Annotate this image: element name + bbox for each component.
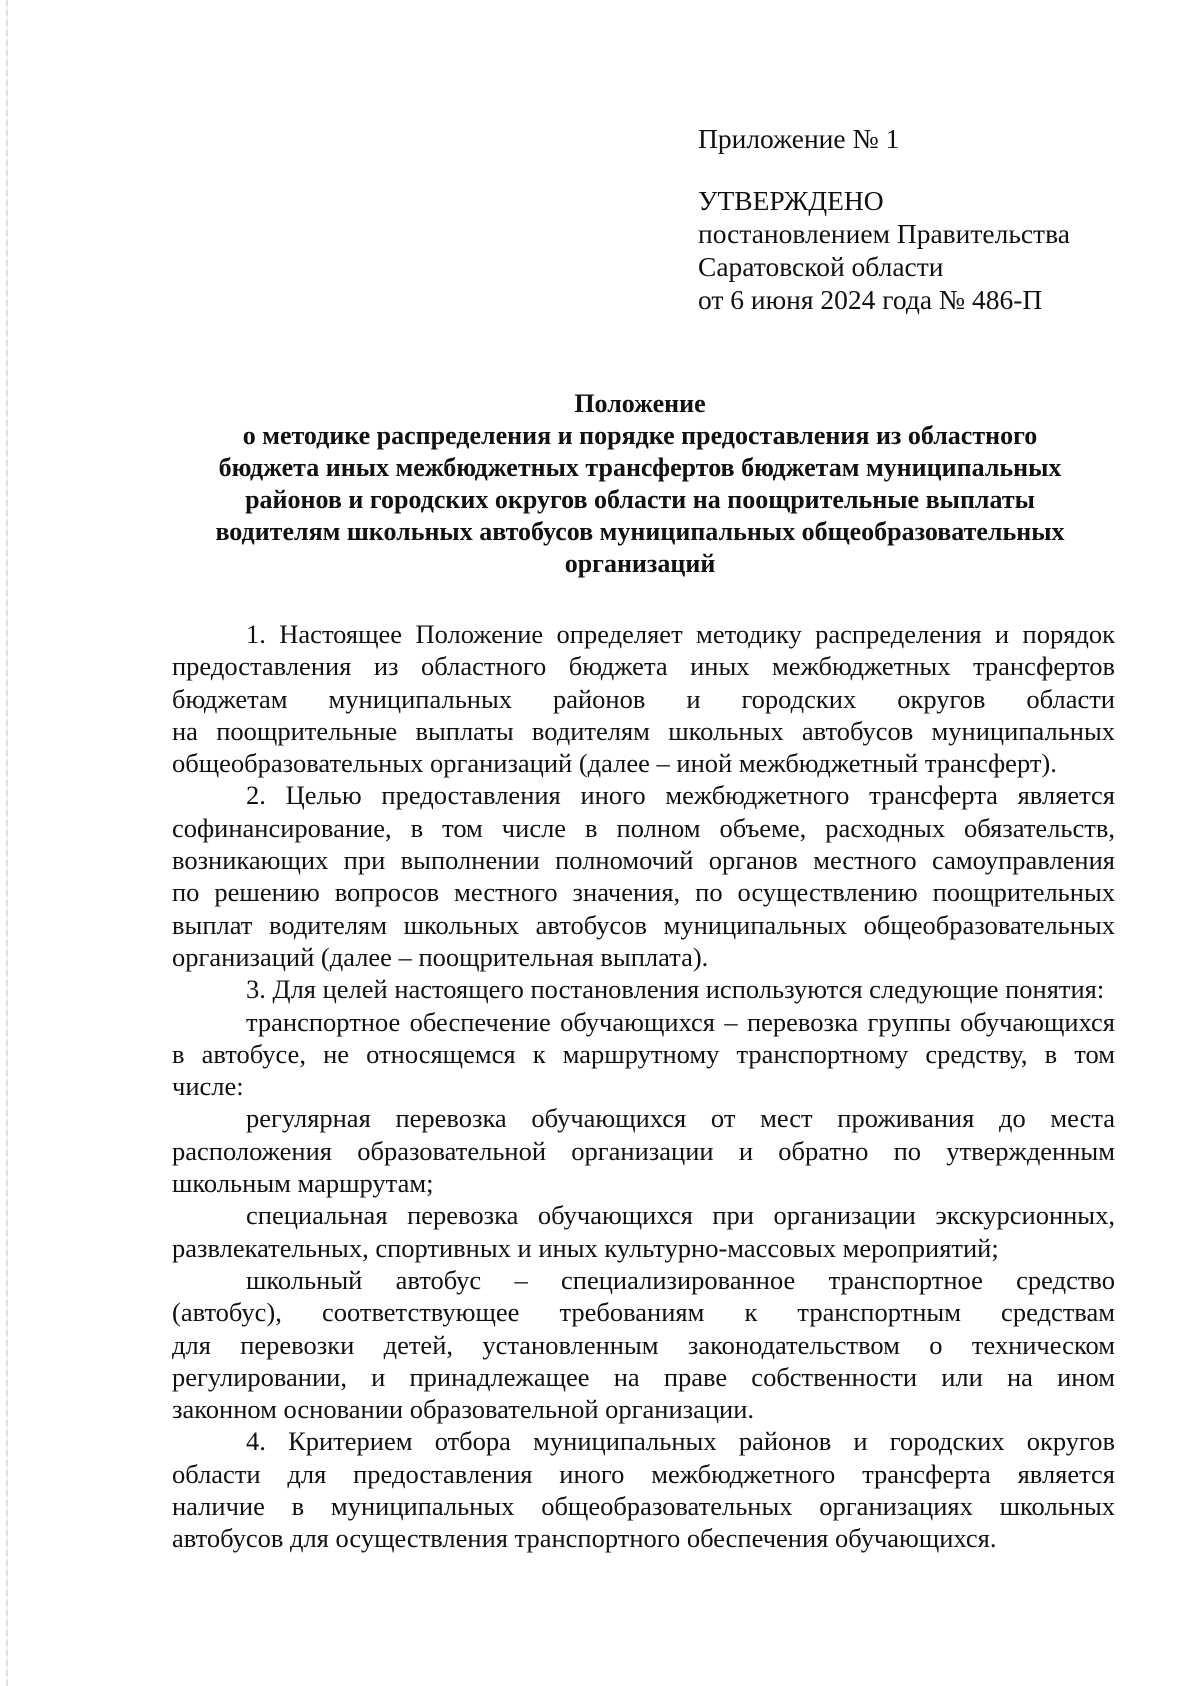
document-title: [172, 388, 1108, 580]
scan-edge-artifact: [6, 0, 8, 1686]
body-line: 1. Настоящее Положение определяет методику распределения и порядок: [246, 619, 1115, 649]
body-line: области для предоставления иного межбюджетного трансферта является: [172, 1458, 1115, 1489]
body-line: регулярная перевозка обучающихся от мест проживания до места: [246, 1103, 1115, 1134]
body-line: школьный автобус – специализированное транспортное средство: [246, 1264, 1115, 1295]
approval-gap: [698, 155, 1158, 184]
body-line: 2. Целью предоставления иного межбюджетного трансферта является: [246, 780, 1115, 811]
decree-date-line: от 6 июня 2024 года № 486-П: [698, 284, 1043, 315]
body-line: регулировании, и принадлежащее на праве собственности или на ином: [172, 1361, 1115, 1392]
body-line: предоставления из областного бюджета иных межбюджетных трансфертов: [172, 651, 1115, 682]
body-line: наличие в муниципальных общеобразовательных организациях школьных: [172, 1491, 1115, 1522]
title-line: бюджета иных межбюджетных трансфертов бюджетам муниципальных: [218, 453, 1062, 482]
title-line: районов и городских округов области на поощрительные выплаты: [245, 485, 1035, 514]
body-line: в автобусе, не относящемся к маршрутному транспортному средству, в том: [172, 1038, 1115, 1069]
appendix-label: Приложение № 1: [698, 123, 900, 154]
title-line: Положение: [574, 389, 706, 418]
document-body: [172, 618, 1115, 1555]
body-line: софинансирование, в том числе в полном объеме, расходных обязательств,: [172, 812, 1115, 843]
body-line: на поощрительные выплаты водителям школьных автобусов муниципальных: [172, 715, 1115, 746]
body-line: автобусов для осуществления транспортного обеспечения обучающихся.: [172, 1523, 997, 1554]
body-line: школьным маршрутам;: [172, 1168, 434, 1199]
title-line: организаций: [564, 549, 716, 578]
body-line: организаций (далее – поощрительная выплата).: [172, 941, 709, 972]
body-line: числе:: [172, 1071, 244, 1102]
body-line: развлекательных, спортивных и иных культурно-массовых мероприятий;: [172, 1232, 999, 1263]
body-line: расположения образовательной организации и обратно по утвержденным: [172, 1135, 1115, 1166]
body-line: по решению вопросов местного значения, по осуществлению поощрительных: [172, 877, 1115, 908]
body-line: бюджетам муниципальных районов и городских округов области: [172, 683, 1115, 714]
title-line: водителям школьных автобусов муниципальных общеобразовательных: [215, 517, 1065, 546]
decree-line: постановлением Правительства: [698, 218, 1070, 249]
body-line: законном основании образовательной организации.: [172, 1394, 755, 1425]
decree-line: Саратовской области: [698, 251, 944, 282]
body-line: 4. Критерием отбора муниципальных районов и городских округов: [246, 1426, 1115, 1457]
body-line: для перевозки детей, установленным законодательством о техническом: [172, 1329, 1115, 1360]
approval-block: [698, 122, 1158, 316]
body-line: специальная перевозка обучающихся при организации экскурсионных,: [246, 1200, 1115, 1231]
body-line: 3. Для целей настоящего постановления используются следующие понятия:: [246, 974, 1105, 1005]
body-line: выплат водителям школьных автобусов муниципальных общеобразовательных: [172, 909, 1115, 940]
title-line: о методике распределения и порядке предоставления из областного: [242, 421, 1038, 450]
approved-label: УТВЕРЖДЕНО: [698, 185, 884, 216]
body-line: возникающих при выполнении полномочий органов местного самоуправления: [172, 845, 1115, 876]
body-line: общеобразовательных организаций (далее – иной межбюджетный трансферт).: [172, 748, 1057, 779]
body-line: транспортное обеспечение обучающихся – перевозка группы обучающихся: [246, 1006, 1115, 1037]
body-line: (автобус), соответствующее требованиям к транспортным средствам: [172, 1297, 1115, 1328]
